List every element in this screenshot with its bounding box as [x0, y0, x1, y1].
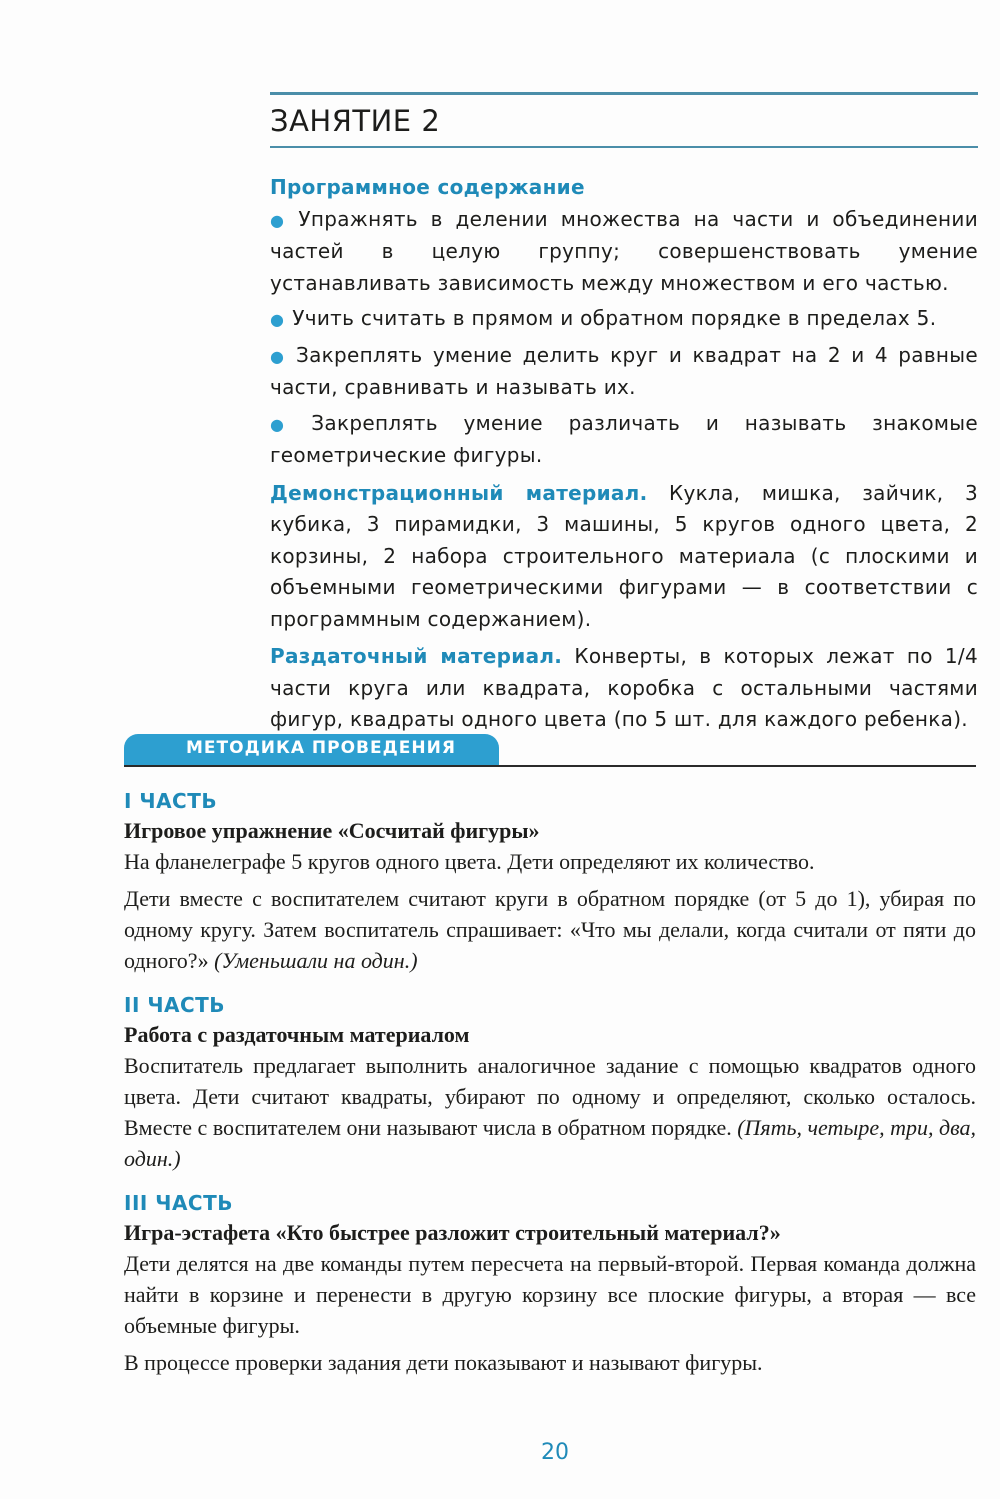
program-section — [270, 172, 978, 736]
part-subtitle: Игровое упражнение «Сосчитай фигуры» — [124, 818, 540, 843]
part-title: III ЧАСТЬ — [124, 1191, 233, 1215]
handout-text: Конверты, в которых лежат по 1/4 части круга или квадрата, коробка с остальными частями фигур, квадраты одного цвета (по 5 шт. для каждого ребенка). — [270, 644, 978, 731]
demo-text: Кукла, мишка, зайчик, 3 кубика, 3 пирамидки, 3 машины, 5 кругов одного цвета, 2 корзины, 2 набора строительного материала (с плоскими и объемными геометрическими фигурами — в соответствии с программным содержанием). — [270, 480, 978, 631]
program-title: Программное содержание — [270, 175, 585, 199]
header-rule-bottom — [270, 146, 978, 148]
part-2 — [124, 990, 976, 1174]
method-banner-label: МЕТОДИКА ПРОВЕДЕНИЯ — [186, 738, 456, 758]
bullet-icon: ● — [270, 346, 288, 366]
handout-material — [270, 641, 978, 736]
program-bullet: ● Упражнять в делении множества на части и объединении частей в целую группу; совершенствовать умение устанавливать зависимость между множеством и его частью. — [270, 206, 978, 295]
handout-label: Раздаточный материал. — [270, 644, 563, 668]
program-bullet: ● Учить считать в прямом и обратном порядке в пределах 5. — [270, 306, 937, 330]
demo-label: Демонстрационный материал. — [270, 480, 648, 505]
program-bullet: ● Закреплять умение делить круг и квадрат на 2 и 4 равные части, сравнивать и называть их. — [270, 342, 978, 399]
part-title: II ЧАСТЬ — [124, 993, 226, 1017]
paragraph: На фланелеграфе 5 кругов одного цвета. Дети определяют их количество. — [124, 849, 815, 874]
program-bullet: ● Закреплять умение различать и называть знакомые геометрические фигуры. — [270, 410, 979, 467]
paragraph: Воспитатель предлагает выполнить аналогичное задание с помощью квадратов одного цвета. Дети считают квадраты, убирают по одному и определяют, сколько осталось. Вместе с воспитателем они называют числа в обратном порядке. (Пять, четыре, три, два, один.) — [124, 1053, 976, 1171]
demo-material — [270, 478, 978, 636]
part-title: I ЧАСТЬ — [124, 789, 218, 813]
bullet-icon: ● — [270, 414, 304, 434]
italic-answer: (Уменьшали на один.) — [214, 948, 418, 973]
page-number: 20 — [541, 1440, 569, 1465]
paragraph: В процессе проверки задания дети показывают и называют фигуры. — [124, 1350, 763, 1375]
header-rule-top — [270, 92, 978, 95]
bullet-icon: ● — [270, 210, 291, 230]
method-rule — [124, 765, 976, 767]
bullet-icon: ● — [270, 310, 285, 329]
part-subtitle: Игра-эстафета «Кто быстрее разложит строительный материал?» — [124, 1220, 781, 1245]
part-subtitle: Работа с раздаточным материалом — [124, 1022, 470, 1047]
part-1 — [124, 786, 976, 976]
paragraph: Дети делятся на две команды путем пересчета на первый-второй. Первая команда должна найти в корзине и перенести в другую корзину все плоские фигуры, а вторая — все объемные фигуры. — [124, 1251, 976, 1338]
paragraph: Дети вместе с воспитателем считают круги в обратном порядке (от 5 до 1), убирая по одному кругу. Затем воспитатель спрашивает: «Что мы делали, когда считали от пяти до одного?» (Уменьшали на один.) — [124, 886, 976, 973]
part-3 — [124, 1188, 976, 1378]
italic-answer: (Пять, четыре, три, два, один.) — [124, 1115, 976, 1171]
lesson-title: ЗАНЯТИЕ 2 — [270, 104, 441, 138]
method-section — [124, 786, 976, 1392]
